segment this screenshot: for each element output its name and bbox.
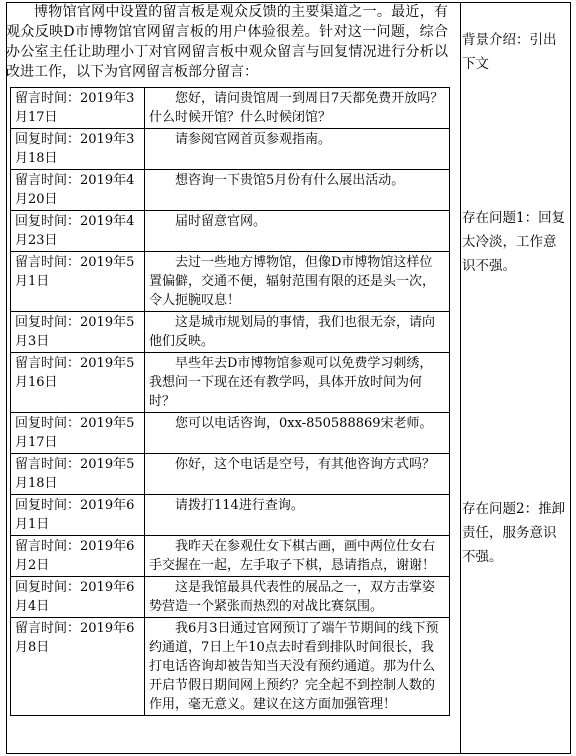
- table-row: [11, 618, 450, 716]
- entry-time: 留言时间：2019年5月18日: [11, 454, 145, 495]
- entry-time: 回复时间：2019年5月17日: [11, 413, 145, 454]
- note-problem-2: 存在问题2：推卸责任，服务意识不强。: [462, 501, 566, 565]
- entry-time: 回复时间：2019年4月23日: [11, 211, 145, 252]
- entry-content: 你好，这个电话是空号，有其他咨询方式吗？: [145, 454, 450, 495]
- entry-time: 回复时间：2019年6月1日: [11, 495, 145, 536]
- table-row: [11, 170, 450, 211]
- message-board-table: [10, 87, 450, 716]
- entry-time: 回复时间：2019年3月18日: [11, 129, 145, 170]
- table-row: [11, 536, 450, 577]
- note-problem-1: 存在问题1：回复太冷淡，工作意识不强。: [462, 210, 566, 274]
- table-row: [11, 577, 450, 618]
- table-row: [11, 454, 450, 495]
- entry-content: 您可以电话咨询，0xx-850588869宋老师。: [145, 413, 450, 454]
- entry-content: 我6月3日通过官网预订了端午节期间的线下预约通道，7日上午10点去时看到排队时间很长，我打电话咨询却被告知当天没有预约通道。那为什么开启节假日期间网上预约？完全起不到控制人数的作用，毫无意义。建议在这方面加强管理！: [145, 618, 450, 716]
- entry-content: 这是城市规划局的事情，我们也很无奈，请向他们反映。: [145, 312, 450, 353]
- entry-time: 留言时间：2019年6月2日: [11, 536, 145, 577]
- entry-content: 想咨询一下贵馆5月份有什么展出活动。: [145, 170, 450, 211]
- entry-content: 去过一些地方博物馆，但像D市博物馆这样位置偏僻，交通不便，辐射范围有限的还是头一次，令人扼腕叹息！: [145, 252, 450, 312]
- entry-time: 留言时间：2019年5月1日: [11, 252, 145, 312]
- column-divider: [460, 3, 461, 753]
- table-row: [11, 353, 450, 413]
- entry-content: 届时留意官网。: [145, 211, 450, 252]
- entry-time: 回复时间：2019年5月3日: [11, 312, 145, 353]
- entry-time: 留言时间：2019年6月8日: [11, 618, 145, 716]
- entry-time: 留言时间：2019年5月16日: [11, 353, 145, 413]
- entry-content: 您好，请问贵馆周一到周日7天都免费开放吗？什么时候开馆？什么时候闭馆？: [145, 88, 450, 129]
- entry-time: 回复时间：2019年6月4日: [11, 577, 145, 618]
- entry-content: 我昨天在参观仕女下棋古画，画中两位仕女右手交握在一起，左手取子下棋，恳请指点，谢谢！: [145, 536, 450, 577]
- entry-content: 早些年去D市博物馆参观可以免费学习刺绣，我想问一下现在还有教学吗，具体开放时间为何时？: [145, 353, 450, 413]
- table-row: [11, 252, 450, 312]
- table-row: [11, 312, 450, 353]
- note-background: 背景介绍：引出下文: [462, 32, 557, 72]
- table-row: [11, 211, 450, 252]
- table-row: [11, 88, 450, 129]
- table-row: [11, 495, 450, 536]
- entry-time: 留言时间：2019年3月17日: [11, 88, 145, 129]
- entry-content: 请参阅官网首页参观指南。: [145, 129, 450, 170]
- entry-time: 留言时间：2019年4月20日: [11, 170, 145, 211]
- table-row: [11, 129, 450, 170]
- entry-content: 请拨打114进行查询。: [145, 495, 450, 536]
- intro-paragraph: 博物馆官网中设置的留言板是观众反馈的主要渠道之一。最近，有观众反映D市博物馆官网留言板的用户体验很差。针对这一问题，综合办公室主任让助理小丁对官网留言板中观众留言与回复情况进行分析以改进工作，以下为官网留言板部分留言：: [6, 4, 448, 80]
- entry-content: 这是我馆最具代表性的展品之一，双方击掌姿势营造一个紧张而热烈的对战比赛氛围。: [145, 577, 450, 618]
- table-row: [11, 413, 450, 454]
